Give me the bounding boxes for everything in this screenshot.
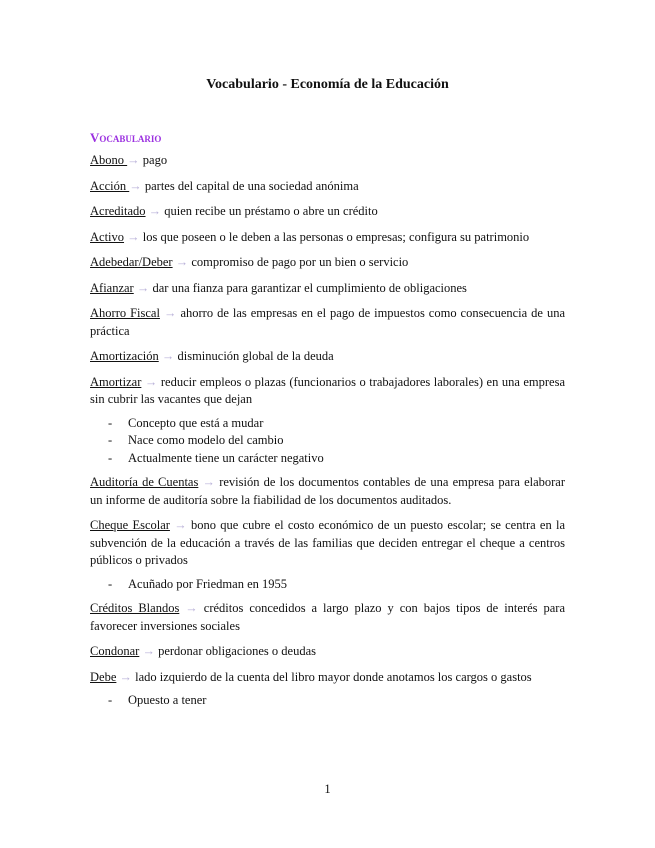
- vocab-term: Activo: [90, 229, 125, 244]
- vocab-term: Debe: [90, 669, 117, 684]
- vocab-entry: [90, 229, 565, 247]
- vocab-definition: los que poseen o le deben a las personas o empresas; configura su patrimonio: [142, 229, 530, 244]
- arrow-icon: →: [174, 518, 187, 532]
- page-number: 1: [324, 782, 331, 796]
- vocab-term: Afianzar: [90, 280, 134, 295]
- vocab-entry: [90, 348, 565, 366]
- section-heading: Vocabulario: [90, 130, 162, 145]
- note-item: - Opuesto a tener: [128, 692, 565, 710]
- vocab-definition: perdonar obligaciones o deudas: [158, 644, 316, 658]
- note-item: - Actualmente tiene un carácter negativo: [128, 450, 565, 468]
- vocab-definition: compromiso de pago por un bien o servicio: [191, 255, 409, 269]
- arrow-icon: →: [129, 178, 142, 193]
- vocab-term: Amortizar: [90, 374, 142, 389]
- vocab-entry: [90, 254, 565, 272]
- note-item: - Nace como modelo del cambio: [128, 432, 565, 450]
- vocab-definition: dar una fianza para garantizar el cumplimiento de obligaciones: [152, 280, 467, 295]
- vocab-definition: disminución global de la deuda: [177, 349, 334, 363]
- page-title: Vocabulario - Economía de la Educación: [206, 77, 449, 92]
- vocabulary-list: [90, 152, 565, 717]
- arrow-icon: →: [144, 374, 158, 389]
- vocab-definition: pago: [142, 153, 168, 167]
- arrow-icon: →: [142, 644, 155, 658]
- arrow-icon: →: [202, 475, 216, 489]
- arrow-icon: →: [148, 204, 162, 218]
- vocab-definition: partes del capital de una sociedad anónima: [144, 178, 359, 193]
- vocab-term: Ahorro Fiscal: [90, 306, 160, 320]
- arrow-icon: →: [163, 306, 177, 320]
- arrow-icon: →: [119, 669, 132, 684]
- arrow-icon: →: [127, 229, 140, 244]
- arrow-icon: →: [175, 255, 189, 269]
- note-item: - Concepto que está a mudar: [128, 415, 565, 433]
- arrow-icon: →: [136, 280, 150, 295]
- vocab-term: Acreditado: [90, 204, 146, 218]
- arrow-icon: →: [127, 153, 140, 167]
- vocab-entry: [90, 178, 565, 196]
- vocab-definition: revisión de los documentos contables de una empresa para elaborar un informe de auditoría sobre la fiabilidad de los documentos auditados.: [90, 475, 566, 507]
- vocab-term: Auditoría de Cuentas: [90, 475, 199, 489]
- vocab-term: Acción: [90, 178, 130, 193]
- vocab-term: Créditos Blandos: [90, 601, 180, 615]
- note-list: [90, 415, 565, 468]
- vocab-entry: [90, 669, 565, 687]
- vocab-entry: [90, 203, 565, 221]
- note-item: - Acuñado por Friedman en 1955: [128, 576, 565, 594]
- vocab-definition: bono que cubre el costo económico de un puesto escolar; se centra en la subvención de la educación a través de las familias que deciden entregar el cheque a centros públicos o privados: [90, 518, 565, 567]
- vocab-definition: lado izquierdo de la cuenta del libro mayor donde anotamos los cargos o gastos: [135, 669, 532, 684]
- vocab-entry: [90, 280, 565, 298]
- vocab-entry: [90, 517, 565, 570]
- note-list: [90, 692, 565, 710]
- note-list: [90, 576, 565, 594]
- vocab-term: Adebedar/Deber: [90, 255, 173, 269]
- vocab-definition: quien recibe un préstamo o abre un crédito: [164, 204, 378, 218]
- vocab-entry: [90, 374, 565, 409]
- vocab-entry: [90, 600, 565, 635]
- arrow-icon: →: [185, 601, 198, 615]
- vocab-definition: créditos concedidos a largo plazo y con bajos tipos de interés para favorecer inversiones sociales: [90, 601, 566, 633]
- vocab-term: Cheque Escolar: [90, 518, 170, 532]
- vocab-definition: ahorro de las empresas en el pago de impuestos como consecuencia de una práctica: [90, 306, 566, 338]
- vocab-term: Condonar: [90, 644, 140, 658]
- vocab-definition: reducir empleos o plazas (funcionarios o trabajadores laborales) en una empresa sin cubrir las vacantes que dejan: [90, 374, 566, 406]
- arrow-icon: →: [161, 349, 175, 363]
- vocab-entry: [90, 643, 565, 661]
- vocab-term: Amortización: [90, 349, 159, 363]
- vocab-entry: [90, 305, 565, 340]
- vocab-entry: [90, 474, 565, 509]
- vocab-term: Abono: [90, 153, 128, 167]
- vocab-entry: [90, 152, 565, 170]
